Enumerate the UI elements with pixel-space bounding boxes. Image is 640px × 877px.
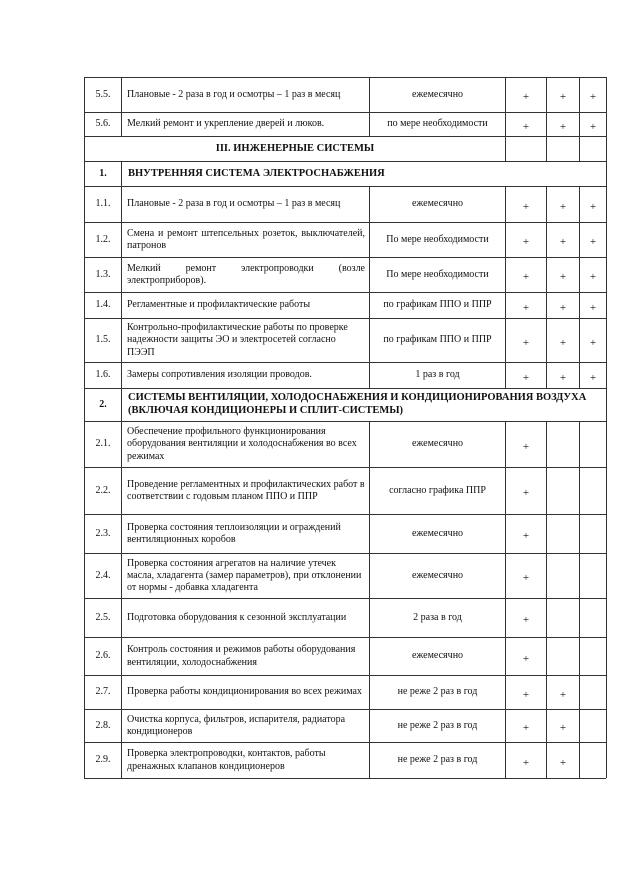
applicability-mark: + — [559, 371, 567, 384]
row-number: 1.5. — [95, 334, 111, 346]
work-description-text: Проверка состояния агрегатов на наличие утечек масла, хладагента (замер параметров), при отклонении от нормы - добавка хладагента — [127, 557, 362, 594]
work-description — [122, 468, 369, 514]
applicability-mark: + — [559, 336, 567, 349]
column-rule — [606, 388, 607, 421]
column-rule — [579, 136, 580, 161]
applicability-mark — [580, 599, 606, 637]
applicability-mark: + — [589, 371, 597, 384]
column-rule — [606, 186, 607, 222]
column-rule — [505, 136, 506, 161]
work-period: По мере необходимости — [386, 268, 489, 280]
applicability-mark — [547, 554, 579, 598]
work-description — [122, 223, 369, 257]
work-description — [122, 113, 369, 136]
subsection-title-text: ВНУТРЕННЯЯ СИСТЕМА ЭЛЕКТРОСНАБЖЕНИЯ — [128, 167, 385, 179]
column-rule — [606, 637, 607, 675]
work-description — [122, 554, 369, 598]
column-rule — [606, 514, 607, 553]
applicability-mark: + — [559, 301, 567, 314]
applicability-mark: + — [559, 91, 567, 104]
work-period: ежемесячно — [411, 438, 464, 450]
applicability-mark — [547, 638, 579, 675]
row-number: 2.9. — [95, 754, 111, 766]
work-period: 1 раз в год — [415, 369, 460, 381]
work-description-text: Очистка корпуса, фильтров, испарителя, радиатора кондиционеров — [127, 713, 346, 737]
applicability-mark — [580, 710, 606, 742]
applicability-mark — [580, 676, 606, 709]
work-period: не реже 2 раз в год — [397, 754, 478, 766]
column-rule — [606, 318, 607, 362]
work-period: ежемесячно — [411, 198, 464, 210]
work-period: ежемесячно — [411, 527, 464, 539]
applicability-mark: + — [559, 688, 567, 701]
applicability-mark: + — [522, 371, 530, 384]
subsection-title-text: СИСТЕМЫ ВЕНТИЛЯЦИИ, ХОЛОДОСНАБЖЕНИЯ И КОНДИЦИОНИРОВАНИЯ ВОЗДУХА (ВКЛЮЧАЯ КОНДИЦИОНЕРЫ И СПЛИТ-СИСТЕМЫ) — [128, 392, 587, 416]
work-description — [122, 515, 369, 553]
row-number: 2. — [99, 398, 107, 410]
applicability-mark: + — [522, 530, 530, 543]
work-period: ежемесячно — [411, 569, 464, 581]
work-description-text: Плановые - 2 раза в год и осмотры – 1 раз в месяц — [127, 88, 341, 100]
work-period: По мере необходимости — [386, 233, 489, 245]
work-description — [122, 258, 369, 292]
work-description-text: Проверка работы кондиционирования во всех режимах — [127, 686, 362, 698]
column-rule — [606, 742, 607, 778]
work-description-text: Проверка состояния теплоизоляции и ограждений вентиляционных коробов — [127, 521, 341, 545]
work-description — [122, 599, 369, 637]
applicability-mark: + — [589, 200, 597, 213]
work-description — [122, 319, 369, 362]
applicability-mark: + — [559, 200, 567, 213]
applicability-mark: + — [522, 440, 530, 453]
row-number: 2.1. — [95, 438, 111, 450]
row-number: 2.7. — [95, 686, 111, 698]
row-number: 1.4. — [95, 299, 111, 311]
work-period: по мере необходимости — [387, 118, 488, 130]
applicability-mark — [580, 743, 606, 778]
work-description — [122, 638, 369, 675]
applicability-mark: + — [589, 271, 597, 284]
work-description — [122, 422, 369, 467]
work-description — [122, 676, 369, 709]
applicability-mark: + — [522, 236, 530, 249]
work-description-text: Мелкий ремонт и укрепление дверей и люков. — [127, 118, 325, 130]
row-number: 2.6. — [95, 650, 111, 662]
row-number: 2.5. — [95, 611, 111, 623]
subsection-title — [122, 389, 606, 421]
applicability-mark — [547, 515, 579, 553]
work-period: 2 раза в год — [413, 611, 462, 623]
applicability-mark: + — [522, 301, 530, 314]
applicability-mark: + — [522, 756, 530, 769]
applicability-mark: + — [522, 200, 530, 213]
work-description — [122, 187, 369, 222]
work-period: ежемесячно — [411, 650, 464, 662]
applicability-mark: + — [522, 722, 530, 735]
applicability-mark: + — [559, 722, 567, 735]
work-description — [122, 78, 369, 112]
applicability-mark: + — [559, 236, 567, 249]
row-number: 5.5. — [95, 88, 111, 100]
applicability-mark — [580, 554, 606, 598]
column-rule — [606, 598, 607, 637]
applicability-mark: + — [522, 271, 530, 284]
work-period: по графикам ППО и ППР — [383, 334, 492, 346]
row-number: 1. — [99, 167, 107, 179]
column-rule — [606, 675, 607, 709]
applicability-mark: + — [559, 271, 567, 284]
applicability-mark: + — [589, 301, 597, 314]
work-period: ежемесячно — [411, 88, 464, 100]
work-description — [122, 293, 369, 318]
work-description-text: Проверка электропроводки, контактов, работы дренажных клапанов кондиционеров — [127, 748, 326, 772]
applicability-mark: + — [522, 120, 530, 133]
column-rule — [606, 222, 607, 257]
applicability-mark: + — [522, 91, 530, 104]
column-rule — [546, 136, 547, 161]
applicability-mark: + — [522, 336, 530, 349]
applicability-mark: + — [522, 652, 530, 665]
applicability-mark — [547, 468, 579, 514]
work-period: по графикам ППО и ППР — [383, 299, 492, 311]
applicability-mark — [580, 638, 606, 675]
row-number: 2.4. — [95, 569, 111, 581]
column-rule — [606, 467, 607, 514]
column-rule — [606, 257, 607, 292]
applicability-mark: + — [522, 572, 530, 585]
column-rule — [606, 553, 607, 598]
work-description-text: Плановые - 2 раза в год и осмотры – 1 раз в месяц — [127, 198, 341, 210]
row-number: 1.3. — [95, 268, 111, 280]
work-description — [122, 363, 369, 388]
row-number: 1.1. — [95, 198, 111, 210]
section-title: III. ИНЖЕНЕРНЫЕ СИСТЕМЫ — [215, 142, 375, 154]
applicability-mark: + — [589, 120, 597, 133]
column-rule — [606, 292, 607, 318]
work-description — [122, 743, 369, 778]
applicability-mark: + — [589, 336, 597, 349]
subsection-title — [122, 162, 606, 186]
applicability-mark: + — [589, 236, 597, 249]
column-rule — [606, 362, 607, 388]
work-description — [122, 710, 369, 742]
work-description-text: Обеспечение профильного функционирования оборудования вентиляции и холодоснабжения во всех режимах — [127, 426, 357, 462]
row-number: 1.6. — [95, 369, 111, 381]
applicability-mark — [580, 468, 606, 514]
work-description-text: Мелкий ремонт электропроводки (возле электроприборов). — [127, 262, 365, 286]
work-description-text: Регламентные и профилактические работы — [127, 299, 311, 311]
work-description-text: Подготовка оборудования к сезонной эксплуатации — [127, 611, 347, 623]
applicability-mark: + — [559, 120, 567, 133]
work-period: согласно графика ППР — [389, 484, 486, 496]
column-rule — [606, 421, 607, 467]
column-rule — [606, 161, 607, 186]
row-number: 2.2. — [95, 484, 111, 496]
applicability-mark — [547, 599, 579, 637]
work-description-text: Контроль состояния и режимов работы оборудования вентиляции, холодоснабжения — [127, 644, 356, 668]
row-number: 5.6. — [95, 118, 111, 130]
column-rule — [606, 136, 607, 161]
applicability-mark: + — [522, 487, 530, 500]
work-period: не реже 2 раз в год — [397, 719, 478, 731]
applicability-mark: + — [589, 91, 597, 104]
column-rule — [606, 77, 607, 112]
work-description-text: Смена и ремонт штепсельных розеток, выключателей, патронов — [127, 227, 365, 251]
work-description-text: Контрольно-профилактические работы по проверке надежности защиты ЭО и электросетей согласно ПЭЭП — [127, 322, 348, 358]
column-rule — [606, 112, 607, 136]
applicability-mark — [580, 422, 606, 467]
applicability-mark — [547, 422, 579, 467]
row-number: 2.3. — [95, 527, 111, 539]
applicability-mark: + — [522, 688, 530, 701]
applicability-mark: + — [522, 614, 530, 627]
column-rule — [606, 709, 607, 742]
work-description-text: Замеры сопротивления изоляции проводов. — [127, 369, 312, 381]
work-description-text: Проведение регламентных и профилактических работ в соответствии с годовым планом ППО и ППР — [127, 478, 365, 502]
row-number: 1.2. — [95, 233, 111, 245]
row-rule — [84, 778, 606, 779]
row-number: 2.8. — [95, 719, 111, 731]
applicability-mark — [580, 515, 606, 553]
applicability-mark: + — [559, 756, 567, 769]
work-period: не реже 2 раз в год — [397, 686, 478, 698]
